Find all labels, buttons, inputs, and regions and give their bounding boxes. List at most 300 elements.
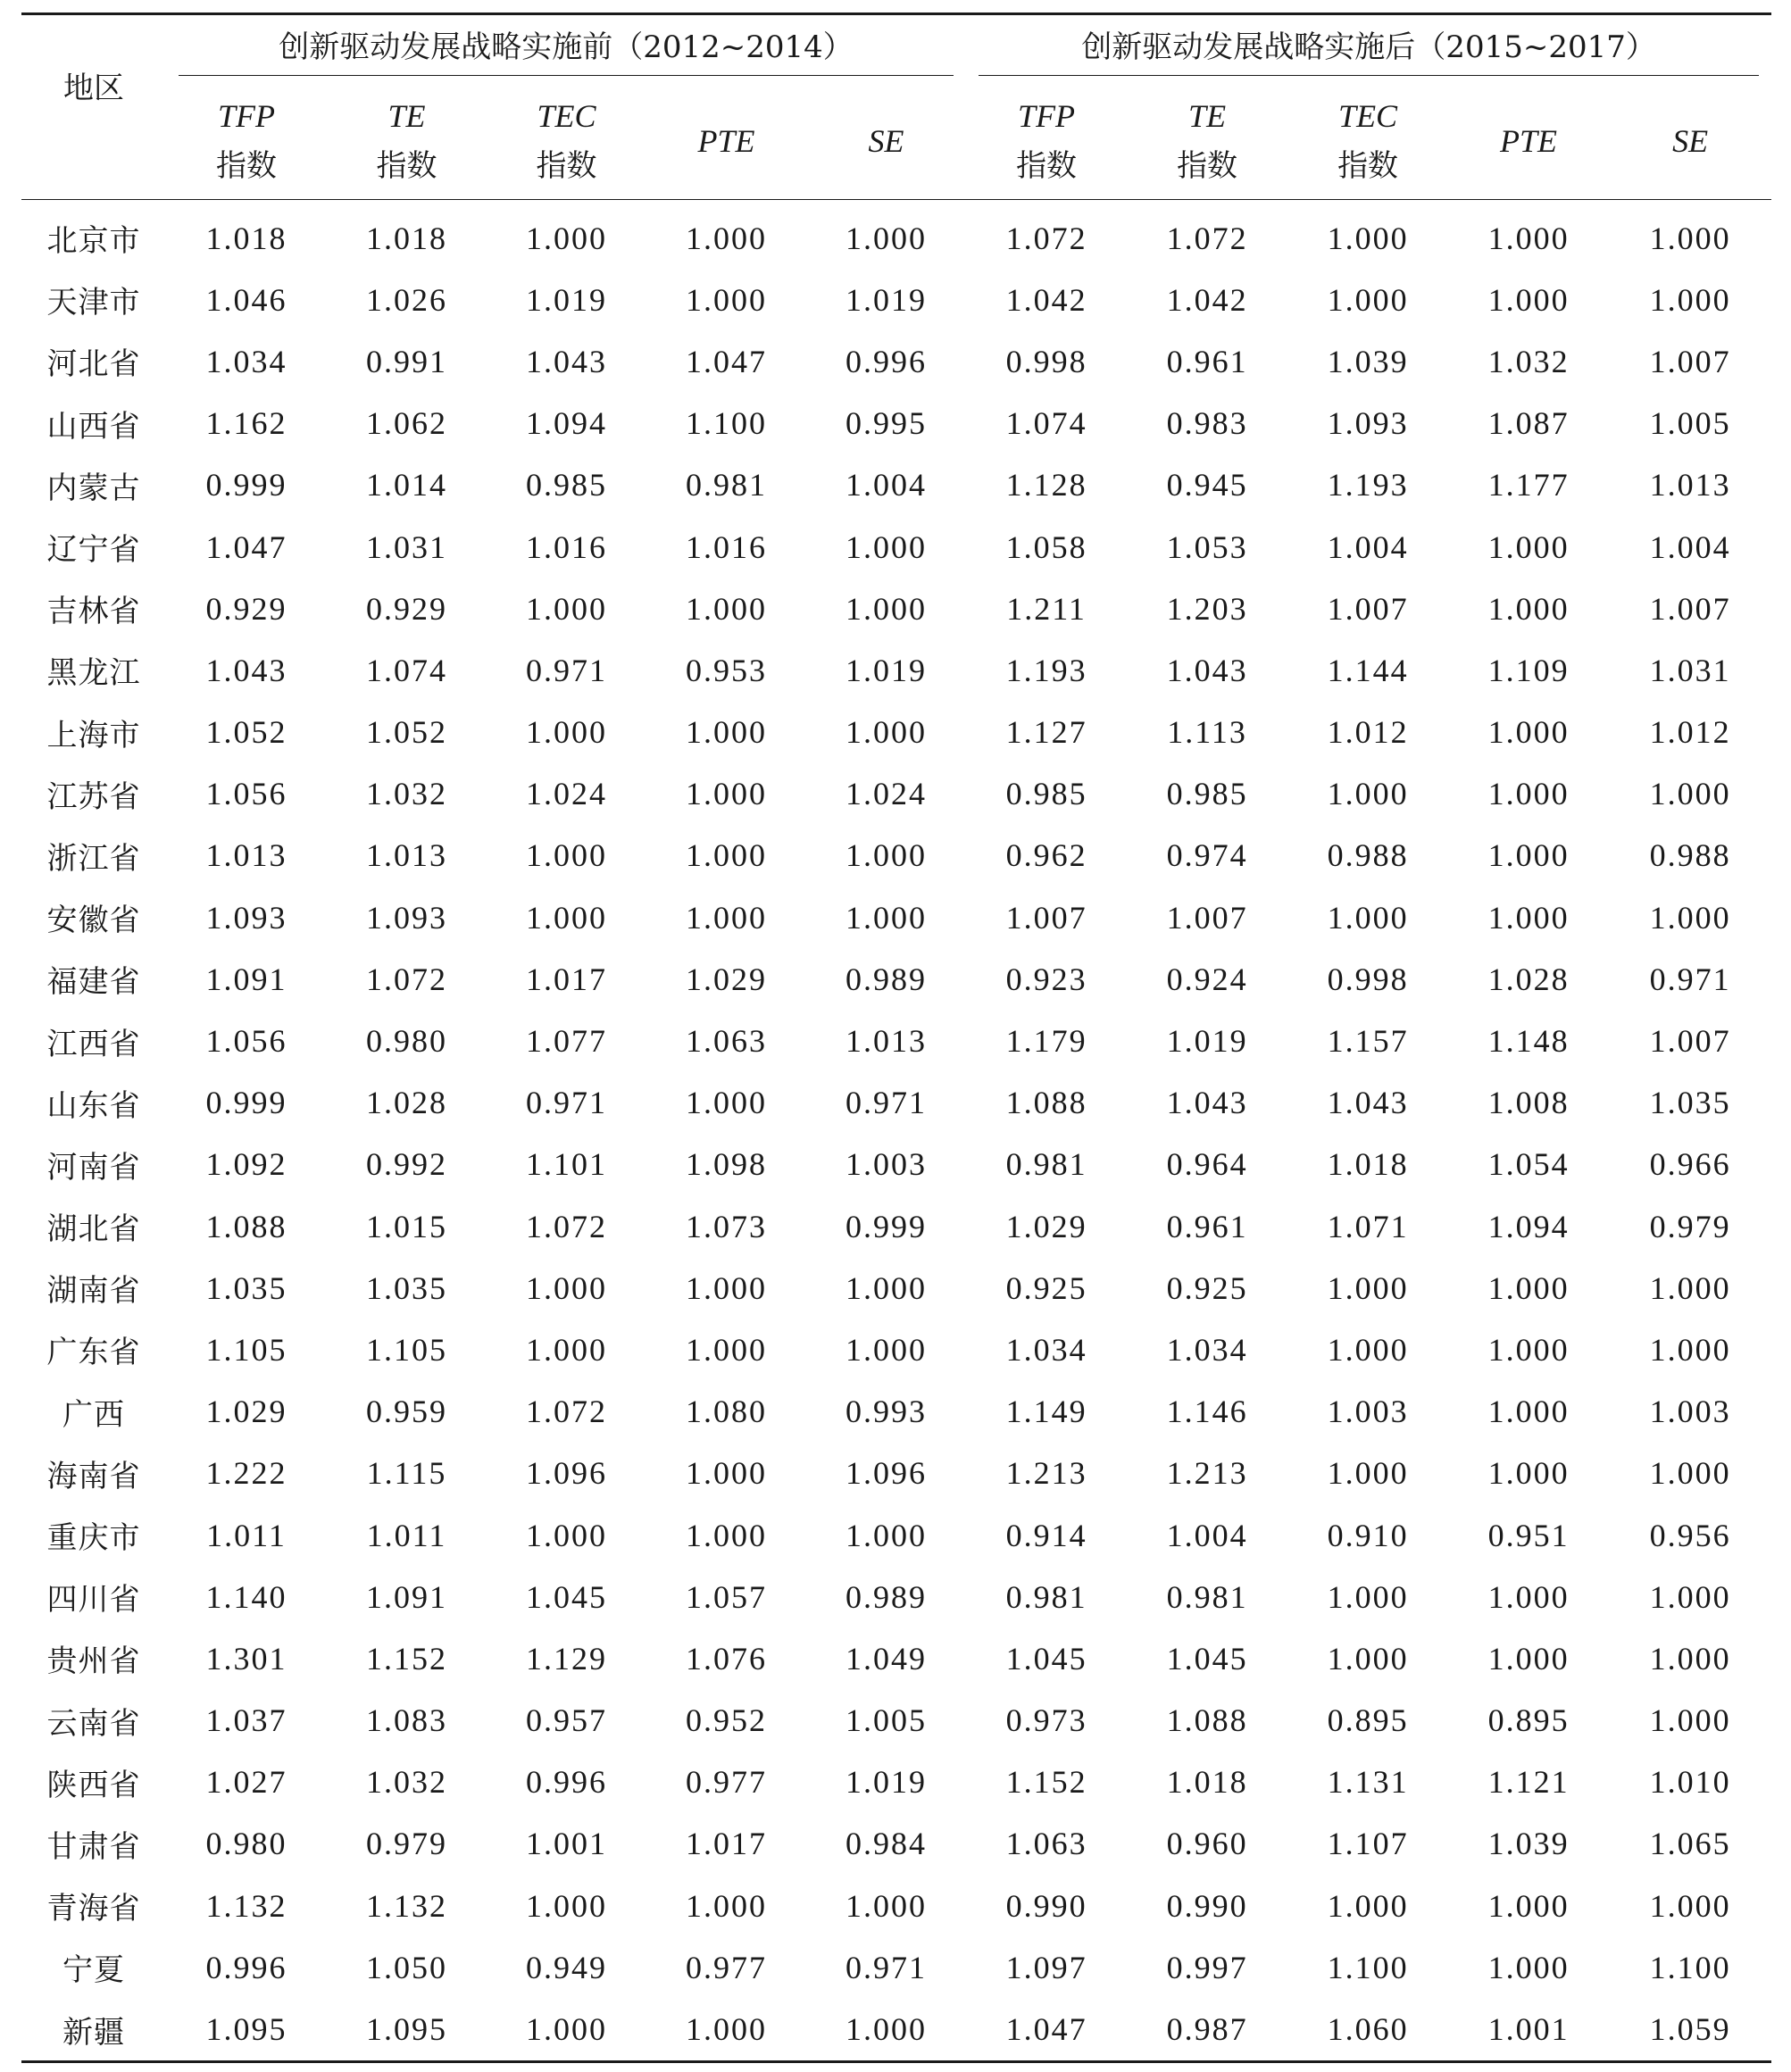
table-header (21, 14, 1771, 200)
value-cell-after-tfp: 1.128 (1005, 467, 1087, 503)
region-cell: 天津市 (46, 285, 141, 321)
region-cell: 贵州省 (46, 1643, 141, 1680)
table-row (21, 763, 1771, 825)
value-cell-after-se: 1.000 (1649, 776, 1731, 812)
column-abbr: TE (1188, 98, 1227, 134)
value-cell-after-se: 1.100 (1649, 1949, 1731, 1985)
value-cell-before-se: 0.996 (846, 343, 928, 379)
value-cell-before-tfp: 0.980 (205, 1826, 287, 1862)
table-row (21, 393, 1771, 454)
region-cell: 云南省 (46, 1705, 141, 1742)
value-cell-after-se: 1.013 (1649, 467, 1731, 503)
value-cell-before-te: 1.032 (366, 1764, 447, 1801)
value-cell-after-tfp: 1.045 (1005, 1640, 1087, 1677)
table-row (21, 1627, 1771, 1689)
region-header: 地区 (21, 14, 166, 200)
value-cell-before-tec: 1.072 (526, 1208, 607, 1244)
value-cell-before-pte: 1.000 (686, 714, 767, 751)
region-cell: 内蒙古 (46, 470, 141, 506)
value-cell-before-te: 1.011 (366, 1517, 447, 1553)
value-cell-after-pte: 1.000 (1487, 714, 1570, 751)
value-cell-after-tfp: 0.973 (1005, 1702, 1087, 1739)
value-cell-after-tec: 1.018 (1327, 1146, 1409, 1183)
region-cell: 湖南省 (46, 1273, 141, 1310)
value-cell-before-pte: 1.000 (686, 2011, 767, 2048)
value-cell-before-te: 1.152 (366, 1640, 447, 1677)
value-cell-before-tfp: 1.092 (205, 1146, 287, 1183)
column-subtitle: 指数 (1177, 148, 1238, 184)
value-cell-after-pte: 0.951 (1487, 1517, 1570, 1553)
value-cell-before-se: 1.000 (846, 1269, 928, 1306)
value-cell-before-pte: 1.098 (686, 1146, 767, 1183)
value-cell-after-te: 0.961 (1166, 1208, 1248, 1244)
value-cell-before-se: 0.984 (846, 1826, 928, 1862)
value-cell-after-pte: 1.039 (1487, 1826, 1570, 1862)
value-cell-after-tec: 0.895 (1327, 1702, 1409, 1739)
value-cell-after-te: 1.034 (1166, 1331, 1248, 1368)
value-cell-after-te: 0.981 (1166, 1578, 1248, 1615)
value-cell-after-se: 1.012 (1649, 714, 1731, 751)
value-cell-before-pte: 1.000 (686, 1331, 767, 1368)
value-cell-before-pte: 0.977 (686, 1949, 767, 1985)
value-cell-before-se: 0.989 (846, 1578, 928, 1615)
column-abbr: TEC (537, 98, 596, 134)
value-cell-before-te: 1.018 (366, 220, 447, 256)
column-header-after-tfp (966, 83, 1127, 200)
value-cell-after-te: 1.053 (1166, 528, 1248, 565)
table-row (21, 639, 1771, 701)
value-cell-before-tfp: 1.222 (205, 1455, 287, 1492)
value-cell-before-se: 1.000 (846, 1331, 928, 1368)
value-cell-before-tec: 1.000 (526, 590, 607, 627)
value-cell-after-tec: 1.100 (1327, 1949, 1409, 1985)
table-row (21, 1195, 1771, 1257)
value-cell-after-tec: 1.003 (1327, 1394, 1409, 1430)
value-cell-after-tec: 1.000 (1327, 220, 1409, 256)
value-cell-before-te: 1.015 (366, 1208, 447, 1244)
value-cell-after-tec: 1.039 (1327, 343, 1409, 379)
value-cell-before-tfp: 1.047 (205, 528, 287, 565)
value-cell-after-tfp: 1.034 (1005, 1331, 1087, 1368)
value-cell-before-tec: 0.985 (526, 467, 607, 503)
region-cell: 河南省 (46, 1149, 141, 1186)
table-row (21, 1936, 1771, 1998)
value-cell-after-se: 1.000 (1649, 1331, 1731, 1368)
value-cell-before-tfp: 1.046 (205, 281, 287, 318)
value-cell-before-tec: 0.971 (526, 652, 607, 688)
value-cell-before-pte: 0.977 (686, 1764, 767, 1801)
value-cell-before-tfp: 1.043 (205, 652, 287, 688)
value-cell-after-te: 1.045 (1166, 1640, 1248, 1677)
value-cell-after-tfp: 1.193 (1005, 652, 1087, 688)
value-cell-after-tec: 1.093 (1327, 405, 1409, 442)
value-cell-after-te: 1.213 (1166, 1455, 1248, 1492)
value-cell-before-tfp: 1.056 (205, 776, 287, 812)
value-cell-before-te: 1.091 (366, 1578, 447, 1615)
value-cell-before-tec: 1.000 (526, 1887, 607, 1924)
value-cell-after-pte: 1.000 (1487, 590, 1570, 627)
value-cell-after-tfp: 0.923 (1005, 961, 1087, 997)
value-cell-after-tfp: 0.925 (1005, 1269, 1087, 1306)
value-cell-after-tec: 1.071 (1327, 1208, 1409, 1244)
value-cell-after-te: 1.007 (1166, 899, 1248, 936)
value-cell-before-pte: 1.016 (686, 528, 767, 565)
value-cell-after-se: 1.000 (1649, 281, 1731, 318)
group-header-before (166, 14, 966, 84)
value-cell-before-pte: 1.073 (686, 1208, 767, 1244)
value-cell-before-te: 1.035 (366, 1269, 447, 1306)
table-row (21, 1813, 1771, 1875)
value-cell-after-te: 1.113 (1167, 714, 1247, 751)
value-cell-before-te: 0.929 (366, 590, 447, 627)
region-cell: 浙江省 (46, 840, 141, 877)
value-cell-after-tfp: 1.072 (1005, 220, 1087, 256)
region-cell: 广东省 (46, 1335, 141, 1371)
value-cell-after-tec: 0.988 (1327, 837, 1409, 874)
value-cell-after-tec: 0.910 (1327, 1517, 1409, 1553)
value-cell-after-tec: 1.000 (1327, 281, 1409, 318)
value-cell-after-se: 1.007 (1649, 1023, 1731, 1060)
value-cell-before-pte: 1.000 (686, 1455, 767, 1492)
value-cell-before-se: 1.003 (846, 1146, 928, 1183)
value-cell-before-tec: 1.096 (526, 1455, 607, 1492)
value-cell-before-tfp: 1.052 (205, 714, 287, 751)
region-cell: 海南省 (46, 1458, 141, 1494)
value-cell-before-tec: 1.000 (526, 899, 607, 936)
value-cell-before-pte: 1.000 (686, 837, 767, 874)
region-cell: 青海省 (46, 1891, 141, 1927)
column-subtitle: 指数 (1016, 148, 1078, 184)
value-cell-before-se: 1.000 (846, 220, 928, 256)
column-header-row (21, 83, 1771, 200)
value-cell-before-te: 1.052 (366, 714, 447, 751)
value-cell-after-se: 1.010 (1649, 1764, 1731, 1801)
value-cell-before-pte: 1.057 (686, 1578, 767, 1615)
value-cell-before-te: 0.992 (366, 1146, 447, 1183)
value-cell-after-se: 1.031 (1649, 652, 1731, 688)
value-cell-before-tec: 1.000 (526, 2011, 607, 2048)
value-cell-before-tec: 1.001 (526, 1826, 607, 1862)
value-cell-before-tec: 1.016 (526, 528, 607, 565)
value-cell-before-tfp: 1.140 (205, 1578, 287, 1615)
value-cell-after-tec: 1.157 (1327, 1023, 1409, 1060)
column-header-after-te (1127, 83, 1287, 200)
value-cell-before-te: 0.991 (366, 343, 447, 379)
value-cell-after-pte: 1.054 (1487, 1146, 1570, 1183)
value-cell-before-te: 1.062 (366, 405, 447, 442)
value-cell-after-se: 1.000 (1649, 1702, 1731, 1739)
value-cell-before-pte: 1.047 (686, 343, 767, 379)
value-cell-before-tec: 1.101 (526, 1146, 607, 1183)
value-cell-after-pte: 1.000 (1487, 899, 1570, 936)
value-cell-after-pte: 1.148 (1487, 1023, 1570, 1060)
value-cell-before-se: 1.000 (846, 899, 928, 936)
value-cell-before-te: 1.014 (366, 467, 447, 503)
value-cell-after-te: 0.960 (1166, 1826, 1248, 1862)
value-cell-before-tfp: 1.301 (205, 1640, 287, 1677)
value-cell-after-tfp: 1.088 (1005, 1085, 1087, 1121)
value-cell-after-pte: 1.008 (1487, 1085, 1570, 1121)
value-cell-after-te: 1.019 (1166, 1023, 1248, 1060)
value-cell-after-se: 1.000 (1649, 220, 1731, 256)
region-cell: 江苏省 (46, 778, 141, 815)
table-row (21, 825, 1771, 886)
value-cell-before-tfp: 1.027 (205, 1764, 287, 1801)
value-cell-before-se: 1.013 (846, 1023, 928, 1060)
value-cell-before-pte: 1.000 (686, 1517, 767, 1553)
value-cell-after-te: 1.004 (1166, 1517, 1248, 1553)
table-row (21, 1875, 1771, 1936)
value-cell-after-se: 1.000 (1649, 1887, 1731, 1924)
region-cell: 辽宁省 (46, 532, 141, 569)
value-cell-before-te: 1.050 (366, 1949, 447, 1985)
value-cell-before-te: 0.979 (366, 1826, 447, 1862)
value-cell-after-te: 0.961 (1166, 343, 1248, 379)
table-row (21, 330, 1771, 392)
value-cell-after-pte: 1.000 (1487, 1455, 1570, 1492)
value-cell-after-tfp: 1.213 (1005, 1455, 1087, 1492)
value-cell-after-pte: 1.000 (1487, 281, 1570, 318)
value-cell-before-se: 1.000 (846, 590, 928, 627)
value-cell-after-tec: 1.004 (1327, 528, 1409, 565)
value-cell-after-se: 1.003 (1649, 1394, 1731, 1430)
value-cell-before-tfp: 1.162 (205, 405, 287, 442)
value-cell-after-pte: 1.109 (1487, 652, 1570, 688)
value-cell-before-tfp: 0.929 (205, 590, 287, 627)
value-cell-before-te: 1.095 (366, 2011, 447, 2048)
value-cell-after-se: 0.971 (1649, 961, 1731, 997)
value-cell-before-tfp: 1.029 (205, 1394, 287, 1430)
value-cell-before-tec: 1.017 (526, 961, 607, 997)
region-cell: 河北省 (46, 346, 141, 383)
column-header-before-tec (487, 83, 646, 200)
value-cell-after-te: 0.997 (1166, 1949, 1248, 1985)
value-cell-before-se: 0.989 (846, 961, 928, 997)
value-cell-after-tfp: 1.063 (1005, 1826, 1087, 1862)
value-cell-after-tec: 1.043 (1327, 1085, 1409, 1121)
table-row (21, 1381, 1771, 1443)
value-cell-before-se: 1.000 (846, 837, 928, 874)
table-row (21, 200, 1771, 270)
value-cell-after-te: 0.964 (1166, 1146, 1248, 1183)
value-cell-after-tfp: 1.042 (1005, 281, 1087, 318)
value-cell-before-te: 1.105 (366, 1331, 447, 1368)
value-cell-after-tec: 1.000 (1327, 776, 1409, 812)
value-cell-before-se: 1.019 (846, 281, 928, 318)
value-cell-before-se: 1.004 (846, 467, 928, 503)
value-cell-after-pte: 1.001 (1487, 2011, 1570, 2048)
column-header-before-te (327, 83, 487, 200)
column-header-before-pte (646, 83, 806, 200)
region-cell: 广西 (62, 1396, 125, 1433)
value-cell-before-se: 1.019 (846, 652, 928, 688)
value-cell-before-pte: 1.000 (686, 1085, 767, 1121)
value-cell-before-pte: 1.000 (686, 899, 767, 936)
table-row (21, 1752, 1771, 1813)
column-abbr: PTE (697, 123, 755, 159)
value-cell-after-tfp: 1.211 (1006, 590, 1087, 627)
region-cell: 山东省 (46, 1087, 141, 1124)
value-cell-after-tfp: 1.179 (1005, 1023, 1087, 1060)
value-cell-before-tfp: 0.999 (205, 1085, 287, 1121)
value-cell-before-se: 0.999 (846, 1208, 928, 1244)
value-cell-after-te: 0.924 (1166, 961, 1248, 997)
table-row (21, 1134, 1771, 1195)
value-cell-after-tfp: 0.985 (1005, 776, 1087, 812)
value-cell-after-pte: 1.094 (1487, 1208, 1570, 1244)
value-cell-after-pte: 1.121 (1487, 1764, 1570, 1801)
value-cell-before-pte: 1.000 (686, 220, 767, 256)
region-cell: 四川省 (46, 1582, 141, 1618)
value-cell-after-tfp: 0.998 (1005, 343, 1087, 379)
column-header-after-tec (1287, 83, 1448, 200)
value-cell-after-pte: 1.000 (1487, 1578, 1570, 1615)
value-cell-after-te: 1.146 (1166, 1394, 1248, 1430)
value-cell-after-tfp: 0.914 (1005, 1517, 1087, 1553)
value-cell-before-se: 1.000 (846, 2011, 928, 2048)
table-row (21, 1443, 1771, 1504)
column-header-before-tfp (166, 83, 327, 200)
value-cell-after-tec: 1.000 (1327, 1578, 1409, 1615)
table-row (21, 1566, 1771, 1627)
value-cell-after-tfp: 0.990 (1005, 1887, 1087, 1924)
value-cell-before-tfp: 0.996 (205, 1949, 287, 1985)
value-cell-before-tec: 1.000 (526, 837, 607, 874)
value-cell-before-se: 1.005 (846, 1702, 928, 1739)
table-row (21, 1257, 1771, 1319)
value-cell-before-tfp: 1.018 (205, 220, 287, 256)
value-cell-after-te: 1.018 (1166, 1764, 1248, 1801)
group-header-after-label: 创新驱动发展战略实施后（2015~2017） (979, 22, 1759, 76)
region-cell: 新疆 (62, 2014, 125, 2051)
value-cell-before-te: 1.028 (366, 1085, 447, 1121)
value-cell-after-te: 0.925 (1166, 1269, 1248, 1306)
value-cell-before-te: 1.083 (366, 1702, 447, 1739)
table-row (21, 1504, 1771, 1566)
group-header-before-label: 创新驱动发展战略实施前（2012~2014） (179, 22, 954, 76)
region-cell: 重庆市 (46, 1520, 141, 1557)
column-subtitle: 指数 (1337, 148, 1399, 184)
region-cell: 福建省 (46, 964, 141, 1001)
value-cell-after-se: 1.059 (1649, 2011, 1731, 2048)
value-cell-after-te: 1.088 (1166, 1702, 1248, 1739)
value-cell-after-tfp: 1.007 (1005, 899, 1087, 936)
value-cell-after-tec: 0.998 (1327, 961, 1409, 997)
column-abbr: TFP (1018, 98, 1076, 134)
value-cell-after-pte: 1.000 (1487, 1949, 1570, 1985)
value-cell-before-tfp: 1.095 (205, 2011, 287, 2048)
table-row (21, 1998, 1771, 2061)
value-cell-after-tfp: 1.127 (1005, 714, 1087, 751)
column-header-after-se (1609, 83, 1771, 200)
value-cell-before-tec: 1.072 (526, 1394, 607, 1430)
value-cell-after-pte: 1.000 (1487, 528, 1570, 565)
column-subtitle: 指数 (536, 148, 597, 184)
region-cell: 甘肃省 (46, 1828, 141, 1865)
value-cell-before-pte: 1.029 (686, 961, 767, 997)
column-abbr: SE (1672, 123, 1709, 159)
value-cell-after-tfp: 0.981 (1005, 1146, 1087, 1183)
value-cell-after-tec: 1.000 (1327, 899, 1409, 936)
value-cell-after-te: 0.945 (1166, 467, 1248, 503)
value-cell-before-pte: 1.000 (686, 1269, 767, 1306)
value-cell-before-pte: 0.981 (686, 467, 767, 503)
value-cell-before-tfp: 1.093 (205, 899, 287, 936)
value-cell-after-se: 1.000 (1649, 899, 1731, 936)
value-cell-before-pte: 1.100 (686, 405, 767, 442)
region-cell: 上海市 (46, 717, 141, 753)
value-cell-before-tfp: 1.034 (205, 343, 287, 379)
value-cell-after-tec: 1.193 (1327, 467, 1409, 503)
value-cell-after-tec: 1.144 (1327, 652, 1409, 688)
value-cell-after-se: 1.000 (1649, 1455, 1731, 1492)
value-cell-after-tfp: 1.047 (1005, 2011, 1087, 2048)
value-cell-before-tfp: 1.011 (206, 1517, 287, 1553)
region-cell: 宁夏 (62, 1952, 125, 1989)
value-cell-after-tfp: 1.029 (1005, 1208, 1087, 1244)
value-cell-after-pte: 1.000 (1487, 1331, 1570, 1368)
region-cell: 安徽省 (46, 903, 141, 939)
value-cell-after-tfp: 1.152 (1005, 1764, 1087, 1801)
value-cell-before-tfp: 1.013 (205, 837, 287, 874)
column-abbr: TFP (217, 98, 275, 134)
value-cell-after-pte: 1.000 (1487, 1887, 1570, 1924)
value-cell-after-se: 1.065 (1649, 1826, 1731, 1862)
value-cell-after-tec: 1.000 (1327, 1887, 1409, 1924)
value-cell-before-se: 1.000 (846, 1887, 928, 1924)
value-cell-after-se: 0.956 (1649, 1517, 1731, 1553)
value-cell-after-se: 0.988 (1649, 837, 1731, 874)
value-cell-after-te: 1.072 (1166, 220, 1248, 256)
value-cell-after-tec: 1.000 (1327, 1331, 1409, 1368)
column-subtitle: 指数 (376, 148, 437, 184)
value-cell-before-te: 1.115 (366, 1455, 447, 1492)
value-cell-before-te: 0.980 (366, 1023, 447, 1060)
efficiency-table (21, 12, 1771, 2063)
value-cell-after-te: 0.987 (1166, 2011, 1248, 2048)
value-cell-before-pte: 1.000 (686, 1887, 767, 1924)
value-cell-before-tec: 0.971 (526, 1085, 607, 1121)
value-cell-after-se: 1.035 (1649, 1085, 1731, 1121)
value-cell-after-te: 0.990 (1166, 1887, 1248, 1924)
value-cell-before-tec: 1.045 (526, 1578, 607, 1615)
value-cell-after-tec: 1.007 (1327, 590, 1409, 627)
value-cell-after-te: 1.043 (1166, 652, 1248, 688)
value-cell-before-te: 1.072 (366, 961, 447, 997)
table-row (21, 702, 1771, 763)
table-row (21, 1010, 1771, 1071)
value-cell-before-pte: 1.080 (686, 1394, 767, 1430)
value-cell-after-pte: 1.000 (1487, 1269, 1570, 1306)
value-cell-before-pte: 0.952 (686, 1702, 767, 1739)
region-cell: 北京市 (46, 223, 141, 260)
value-cell-before-tfp: 1.037 (205, 1702, 287, 1739)
group-header-after (966, 14, 1771, 84)
column-abbr: TE (387, 98, 426, 134)
column-subtitle: 指数 (216, 148, 277, 184)
value-cell-before-tec: 1.024 (526, 776, 607, 812)
region-cell: 陕西省 (46, 1767, 141, 1803)
value-cell-before-se: 1.024 (846, 776, 928, 812)
value-cell-before-tfp: 1.132 (205, 1887, 287, 1924)
value-cell-after-tfp: 1.149 (1005, 1394, 1087, 1430)
value-cell-after-te: 0.983 (1166, 405, 1248, 442)
value-cell-after-pte: 1.032 (1487, 343, 1570, 379)
value-cell-after-se: 1.004 (1649, 528, 1731, 565)
document (21, 12, 1771, 2063)
value-cell-before-tec: 0.996 (526, 1764, 607, 1801)
column-header-after-pte (1448, 83, 1609, 200)
